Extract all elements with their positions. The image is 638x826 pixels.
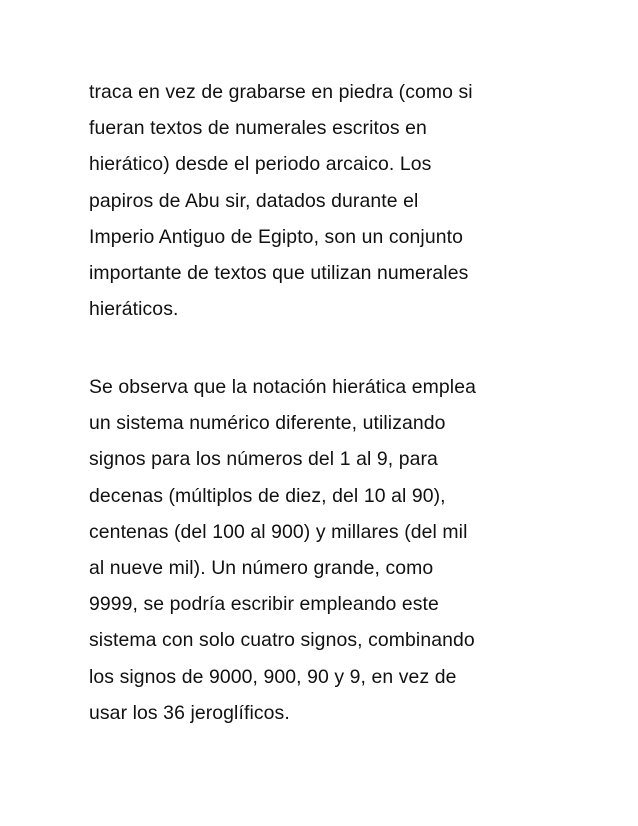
paragraph-line: importante de textos que utilizan numerales	[89, 262, 469, 285]
paragraph-line: traca en vez de grabarse en piedra (como si	[89, 81, 473, 103]
paragraph-line: usar los 36 jeroglíficos.	[89, 701, 290, 724]
paragraph-1	[89, 74, 559, 327]
paragraph-line: Se observa que la notación hierática emplea	[89, 376, 476, 398]
paragraph-line: 9999, se podría escribir empleando este	[89, 593, 439, 616]
paragraph-line: papiros de Abu sir, datados durante el	[89, 189, 419, 212]
paragraph-line: signos para los números del 1 al 9, para	[89, 448, 438, 471]
paragraph-line: decenas (múltiplos de diez, del 10 al 90),	[89, 484, 446, 507]
paragraph-line: sistema con solo cuatro signos, combinando	[89, 629, 475, 652]
paragraph-line: hierático) desde el periodo arcaico. Los	[89, 153, 432, 176]
paragraph-line: centenas (del 100 al 900) y millares (del mil	[89, 520, 468, 543]
paragraph-line: Imperio Antiguo de Egipto, son un conjunto	[89, 225, 463, 248]
paragraph-line: al nueve mil). Un número grande, como	[89, 557, 434, 580]
paragraph-line: un sistema numérico diferente, utilizando	[89, 412, 446, 435]
paragraph-line: hieráticos.	[89, 298, 179, 321]
paragraph-line: fueran textos de numerales escritos en	[89, 117, 427, 140]
paragraph-line: los signos de 9000, 900, 90 y 9, en vez de	[89, 665, 457, 688]
paragraph-2	[89, 369, 559, 731]
